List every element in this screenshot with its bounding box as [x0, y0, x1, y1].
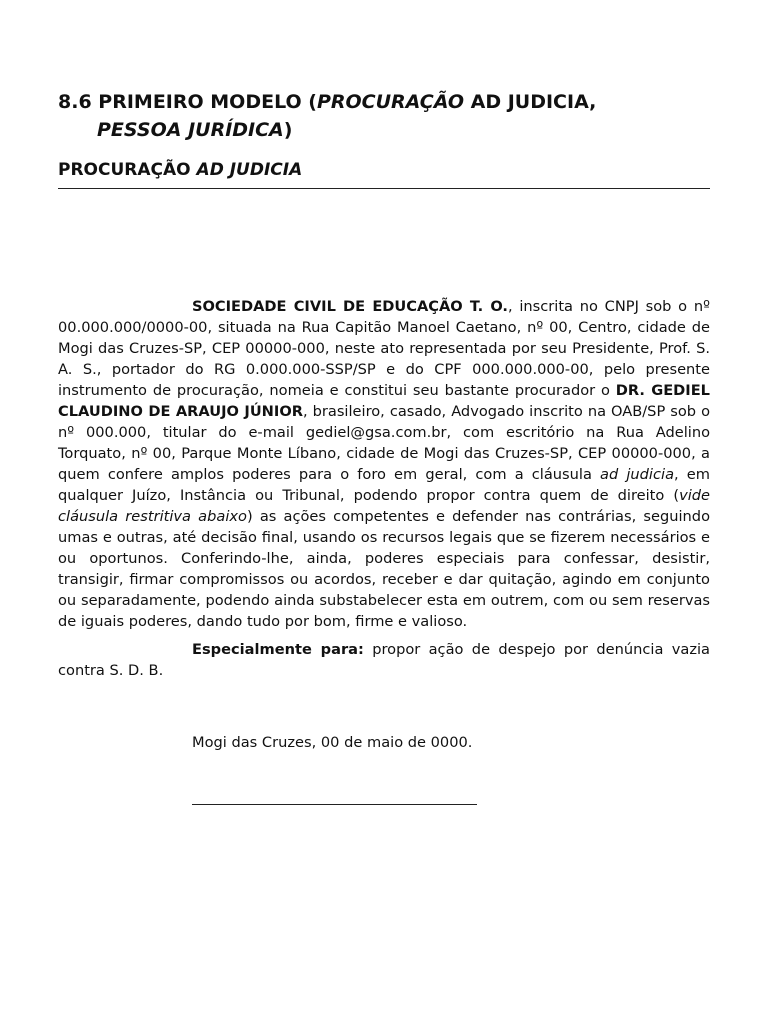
section-heading-line1-text: PRIMEIRO MODELO ( [98, 91, 317, 113]
document-title-italic: AD JUDICIA [196, 160, 303, 180]
section-heading-line2-rest: ) [283, 119, 293, 141]
place-and-date: Mogi das Cruzes, 00 de maio de 0000. [192, 734, 473, 751]
section-heading-line1-rest: AD JUDICIA, [464, 91, 597, 113]
document-title-main: PROCURAÇÃO [58, 160, 197, 180]
attorney-name: DR. GEDIEL CLAUDINO DE ARAUJO JÚNIOR [58, 382, 710, 420]
special-purpose-label: Especialmente para: [192, 641, 364, 658]
section-heading-line1-italic: PROCURAÇÃO [316, 91, 465, 113]
section-heading-line2-italic: PESSOA JURÍDICA [97, 119, 284, 141]
section-number: 8.6 [58, 91, 92, 113]
clause-name: ad judicia [600, 466, 675, 483]
vide-note: vide cláusula restritiva abaixo [58, 487, 710, 525]
section-heading [58, 88, 710, 144]
signature-line [192, 804, 477, 805]
paragraph-text-a: , inscrita no CNPJ sob o nº 00.000.000/0000-00, situada na Rua Capitão Manoel Caetano, nº 00, Centro, cidade de Mogi das Cruzes-SP, CEP 00000-000, neste ato representada por seu Presidente, Prof. S. A. S., portador do RG 0.000.000-SSP/SP e do CPF 000.000.000-00, pelo presente instrumento de procuração, nomeia e constitui seu bastante procurador o [58, 298, 710, 399]
document-body [58, 296, 710, 681]
document-title [58, 158, 302, 182]
grantor-name: SOCIEDADE CIVIL DE EDUCAÇÃO T. O. [192, 298, 508, 315]
power-of-attorney-paragraph [58, 296, 710, 632]
special-purpose-paragraph [58, 639, 710, 681]
paragraph-text-c: , em qualquer Juízo, Instância ou Tribunal, podendo propor contra quem de direito ( [58, 466, 710, 504]
title-underline-divider [58, 188, 710, 189]
special-purpose-text: propor ação de despejo por denúncia vazia contra S. D. B. [58, 641, 710, 679]
section-heading-line2 [58, 116, 710, 144]
paragraph-text-d: ) as ações competentes e defender nas contrárias, seguindo umas e outras, até decisão final, usando os recursos legais que se fizerem necessários e ou oportunos. Conferindo-lhe, ainda, poderes especiais para confessar, desistir, transigir, firmar compromissos ou acordos, receber e dar quitação, agindo em conjunto ou separadamente, podendo ainda substabelecer esta em outrem, com ou sem reservas de iguais poderes, dando tudo por bom, firme e valioso. [58, 508, 710, 630]
paragraph-text-b: , brasileiro, casado, Advogado inscrito na OAB/SP sob o nº 000.000, titular do e-mail gediel@gsa.com.br, com escritório na Rua Adelino Torquato, nº 00, Parque Monte Líbano, cidade de Mogi das Cruzes-SP, CEP 00000-000, a quem confere amplos poderes para o foro em geral, com a cláusula [58, 403, 710, 483]
